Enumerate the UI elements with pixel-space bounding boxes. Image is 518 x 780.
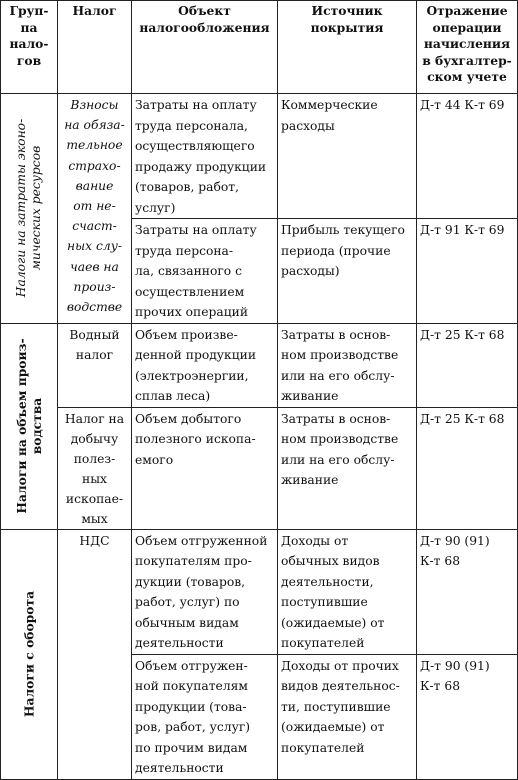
tax-name-water-tax: Водный налог <box>58 323 132 407</box>
accounting-cell: Д-т 44 К-т 69 <box>417 94 518 219</box>
table-row <box>1 323 518 407</box>
table-row <box>1 529 518 654</box>
tax-name-accident-insurance: Взносы на обяза- тельное страхо- вание от не- счаст- ных слу- чаев на произ- водстве <box>58 94 132 324</box>
group-label: Налоги на объем произ- водства <box>14 338 44 514</box>
object-cell: Объем отгружен- ной покупателям продукции (това- ров, работ, услуг) по прочим видам деятельности <box>132 654 278 779</box>
source-cell: Доходы от прочих видов деятельнос- ти, поступившие (ожидаемые) от покупателей <box>278 654 417 779</box>
source-cell: Затраты в основ- ном производстве или на его обслу- живание <box>278 323 417 407</box>
accounting-cell: Д-т 91 К-т 69 <box>417 219 518 324</box>
accounting-cell: Д-т 25 К-т 68 <box>417 407 518 529</box>
header-group: Груп- па нало- гов <box>1 1 58 94</box>
group-label: Налоги с оборота <box>21 590 37 718</box>
header-object: Объект налогообложения <box>132 1 278 94</box>
object-cell: Затраты на оплату труда персонала, осуществляющего продажу продукции (товаров, работ, услуг) <box>132 94 278 219</box>
object-cell: Объем произве- денной продукции (электроэнергии, сплав леса) <box>132 323 278 407</box>
table-row <box>1 94 518 219</box>
accounting-cell: Д-т 90 (91) К-т 68 <box>417 529 518 654</box>
object-cell: Объем отгруженной покупателям про- дукции (товаров, работ, услуг) по обычным видам деятельности <box>132 529 278 654</box>
header-source: Источник покрытия <box>278 1 417 94</box>
object-cell: Объем добытого полезного ископа- емого <box>132 407 278 529</box>
source-cell: Прибыль текущего периода (прочие расходы) <box>278 219 417 324</box>
group-cell-resource-costs <box>1 94 58 324</box>
accounting-cell: Д-т 25 К-т 68 <box>417 323 518 407</box>
accounting-cell: Д-т 90 (91) К-т 68 <box>417 654 518 779</box>
object-cell: Затраты на оплату труда персона- ла, связанного с осуществлением прочих операций <box>132 219 278 324</box>
tax-name-vat: НДС <box>58 529 132 779</box>
group-label: Налоги на затраты эконо- мических ресурсов <box>14 119 43 298</box>
tax-name-mineral-extraction: Налог на добычу полез- ных ископае- мых <box>58 407 132 529</box>
source-cell: Доходы от обычных видов деятельности, поступившие (ожидаемые) от покупателей <box>278 529 417 654</box>
table-row <box>1 407 518 529</box>
header-tax: Налог <box>58 1 132 94</box>
source-cell: Затраты в основ- ном производстве или на его обслу- живание <box>278 407 417 529</box>
group-cell-production-volume <box>1 323 58 529</box>
source-cell: Коммерческие расходы <box>278 94 417 219</box>
header-accounting: Отражение операции начисления в бухгалтер- ском учете <box>417 1 518 94</box>
header-row <box>1 1 518 94</box>
group-cell-turnover <box>1 529 58 779</box>
